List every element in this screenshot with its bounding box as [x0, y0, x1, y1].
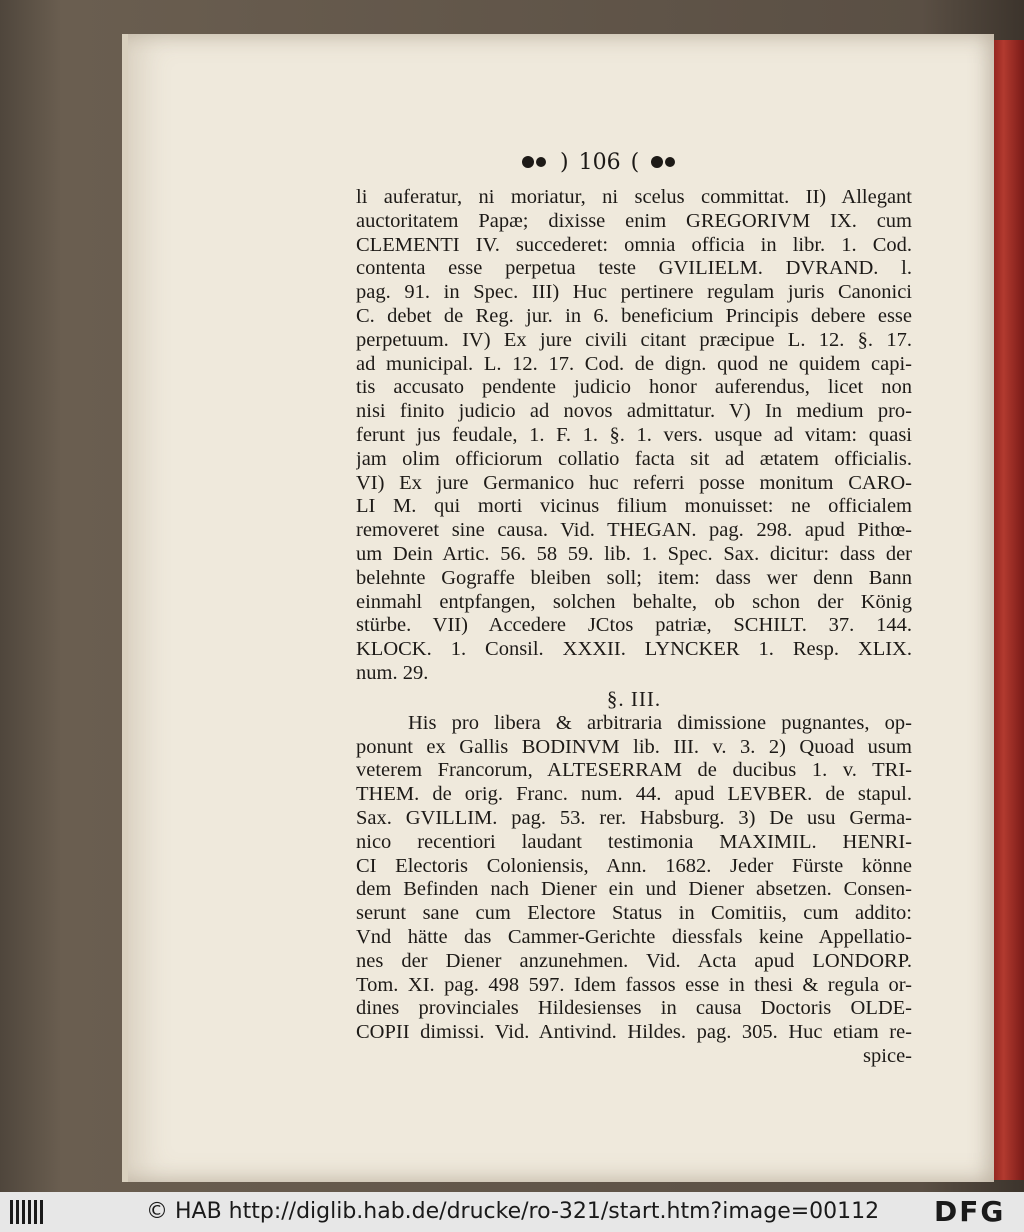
- page-number: 106: [578, 149, 621, 175]
- next-page-edge: [990, 40, 1024, 1180]
- text-line: serunt sane cum Electore Status in Comitiis, cum addito:: [356, 902, 912, 925]
- text-line: li auferatur, ni moriatur, ni scelus committat. II) Allegant: [356, 186, 912, 208]
- text-line: ad municipal. L. 12. 17. Cod. de dign. quod ne quidem capi-: [356, 352, 912, 375]
- text-line: einmahl entpfangen, solchen behalte, ob schon der König: [356, 590, 912, 613]
- text-line: THEM. de orig. Franc. num. 44. apud LEVBER. de stapul.: [356, 783, 912, 806]
- copyright-link[interactable]: © HAB http://diglib.hab.de/drucke/ro-321/start.htm?image=00112: [146, 1199, 880, 1224]
- text-line: perpetuum. IV) Ex jure civili citant præcipue L. 12. §. 17.: [356, 328, 912, 351]
- body-text: [356, 186, 912, 1069]
- catchword: spice-: [863, 1044, 912, 1067]
- text-line: Tom. XI. pag. 498 597. Idem fassos esse in thesi & regula or-: [356, 973, 912, 996]
- text-line: nes der Diener anzunehmen. Vid. Acta apud LONDORP.: [356, 949, 912, 972]
- text-line: Sax. GVILLIM. pag. 53. rer. Habsburg. 3) De usu Germa-: [356, 806, 912, 829]
- header-bracket-left: ): [560, 149, 569, 175]
- text-line: jam olim officiorum collatio facta sit ad ætatem officialis.: [356, 447, 912, 470]
- page-gutter: [122, 34, 128, 1182]
- dfg-logo: DFG: [934, 1195, 1006, 1228]
- section-heading: §. III.: [606, 686, 662, 711]
- text-line: pag. 91. in Spec. III) Huc pertinere regulam juris Canonici: [356, 281, 912, 304]
- text-line: removeret sine causa. Vid. THEGAN. pag. 298. apud Pithœ-: [356, 519, 912, 542]
- text-line: nisi finito judicio ad novos admittatur. V) In medium pro-: [356, 400, 912, 423]
- text-line: COPII dimissi. Vid. Antivind. Hildes. pag. 305. Huc etiam re-: [356, 1021, 912, 1044]
- footer-bar: [0, 1192, 1024, 1232]
- text-line: nico recentiori laudant testimonia MAXIMIL. HENRI-: [356, 830, 912, 853]
- text-line: auctoritatem Papæ; dixisse enim GREGORIVM IX. cum: [356, 209, 912, 232]
- text-line: ponunt ex Gallis BODINVM lib. III. v. 3. 2) Quoad usum: [356, 735, 912, 758]
- text-line: KLOCK. 1. Consil. XXXII. LYNCKER 1. Resp. XLIX.: [356, 638, 912, 661]
- text-line: veterem Francorum, ALTESERRAM de ducibus 1. v. TRI-: [356, 759, 912, 782]
- text-line: Vnd hätte das Cammer-Gerichte diessfals keine Appellatio-: [356, 925, 912, 948]
- text-line: stürbe. VII) Accedere JCtos patriæ, SCHILT. 37. 144.: [356, 614, 912, 637]
- text-line: contenta esse perpetua teste GVILIELM. DVRAND. l.: [356, 257, 912, 280]
- text-line: num. 29.: [356, 661, 429, 684]
- text-line: ferunt jus feudale, 1. F. 1. §. 1. vers. usque ad vitam: quasi: [356, 423, 912, 446]
- ornament-right-icon: [649, 153, 679, 171]
- text-line: CI Electoris Coloniensis, Ann. 1682. Jeder Fürste könne: [356, 854, 912, 877]
- text-line: LI M. qui morti vicinus filium monuisset: ne officialem: [356, 495, 912, 518]
- header-bracket-right: (: [630, 149, 640, 175]
- text-line: C. debet de Reg. jur. in 6. beneficium Principis debere esse: [356, 304, 912, 327]
- text-line: um Dein Artic. 56. 58 59. lib. 1. Spec. Sax. dicitur: dass der: [356, 542, 912, 565]
- text-line: tis accusato pendente judicio honor auferendus, licet non: [356, 376, 912, 399]
- text-line: CLEMENTI IV. succederet: omnia officia in libr. 1. Cod.: [356, 233, 912, 256]
- text-line: belehnte Gograffe bleiben soll; item: dass wer denn Bann: [356, 566, 912, 589]
- ornament-left-icon: [520, 153, 550, 171]
- barcode-icon: [10, 1200, 46, 1224]
- text-line: VI) Ex jure Germanico huc referri posse monitum CARO-: [356, 471, 912, 494]
- text-line: dines provinciales Hildesienses in causa Doctoris OLDE-: [356, 997, 912, 1020]
- text-line: His pro libera & arbitraria dimissione pugnantes, op-: [408, 711, 912, 734]
- text-line: dem Befinden nach Diener ein und Diener absetzen. Consen-: [356, 878, 912, 901]
- page-header: [520, 144, 750, 180]
